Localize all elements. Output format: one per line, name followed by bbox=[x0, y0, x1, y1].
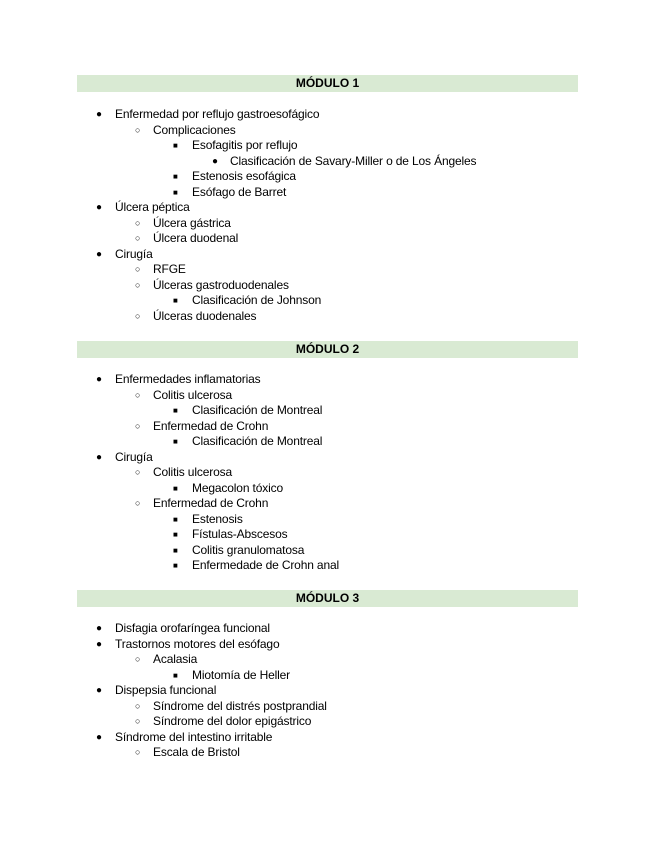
bullet-icon: ■ bbox=[173, 545, 178, 555]
list-item bbox=[0, 154, 655, 170]
bullet-icon: ○ bbox=[135, 264, 141, 274]
list-item-text: Clasificación de Johnson bbox=[192, 293, 322, 307]
list-item-text: Úlceras gastroduodenales bbox=[153, 277, 289, 292]
list-item bbox=[0, 231, 655, 247]
list-item-text: Colitis granulomatosa bbox=[192, 542, 305, 557]
bullet-icon: ○ bbox=[135, 310, 141, 321]
bullet-icon: ○ bbox=[135, 217, 141, 228]
list-item bbox=[0, 637, 655, 653]
bullet-icon: ■ bbox=[173, 561, 178, 570]
bullet-icon: ○ bbox=[135, 389, 141, 400]
list-item-text: Síndrome del distrés postprandial bbox=[153, 698, 327, 713]
list-item-text: Enfermedad de Crohn bbox=[153, 418, 269, 433]
bullet-icon: ■ bbox=[173, 437, 178, 446]
list-item-text: Estenosis esofágica bbox=[192, 169, 296, 183]
list-item bbox=[0, 543, 655, 559]
list-item-text: Dispepsia funcional bbox=[115, 683, 217, 697]
list-item-text: Úlcera duodenal bbox=[153, 231, 239, 245]
bullet-icon: ● bbox=[96, 451, 102, 463]
list-item bbox=[0, 372, 655, 388]
list-item bbox=[0, 185, 655, 201]
list-item-text: RFGE bbox=[153, 262, 186, 276]
bullet-icon: ○ bbox=[135, 716, 141, 726]
bullet-icon: ■ bbox=[173, 141, 178, 150]
module-1-header: MÓDULO 1 bbox=[77, 75, 578, 92]
list-item bbox=[0, 309, 655, 325]
list-item bbox=[0, 293, 655, 309]
list-item-text: Úlcera péptica bbox=[115, 200, 190, 214]
module-3-outline bbox=[0, 621, 655, 761]
list-item-text: Síndrome del intestino irritable bbox=[115, 729, 273, 744]
list-item bbox=[0, 200, 655, 216]
list-item bbox=[0, 714, 655, 730]
list-item-text: Escala de Bristol bbox=[153, 745, 240, 759]
list-item bbox=[0, 278, 655, 294]
list-item bbox=[0, 216, 655, 232]
list-item bbox=[0, 123, 655, 139]
list-item-text: Estenosis bbox=[192, 511, 243, 526]
module-2-outline bbox=[0, 372, 655, 574]
list-item-text: Disfagia orofaríngea funcional bbox=[115, 621, 270, 635]
list-item-text: Enfermedade de Crohn anal bbox=[192, 558, 340, 572]
list-item bbox=[0, 481, 655, 497]
list-item bbox=[0, 247, 655, 263]
list-item-text: Cirugía bbox=[115, 449, 153, 464]
module-1-outline bbox=[0, 107, 655, 324]
list-item bbox=[0, 450, 655, 466]
list-item bbox=[0, 745, 655, 761]
bullet-icon: ■ bbox=[173, 406, 178, 415]
bullet-icon: ● bbox=[212, 155, 218, 167]
list-item bbox=[0, 419, 655, 435]
list-item-text: Colitis ulcerosa bbox=[153, 387, 232, 402]
bullet-icon: ● bbox=[96, 731, 102, 743]
bullet-icon: ● bbox=[96, 685, 102, 696]
list-item bbox=[0, 730, 655, 746]
bullet-icon: ● bbox=[96, 638, 102, 650]
bullet-icon: ■ bbox=[173, 670, 178, 680]
list-item bbox=[0, 388, 655, 404]
list-item bbox=[0, 107, 655, 123]
list-item-text: Síndrome del dolor epigástrico bbox=[153, 714, 312, 728]
bullet-icon: ● bbox=[96, 202, 102, 213]
list-item-text: Fístulas-Abscesos bbox=[192, 527, 288, 541]
bullet-icon: ● bbox=[96, 374, 102, 385]
module-3-header: MÓDULO 3 bbox=[77, 590, 578, 607]
list-item-text: Megacolon tóxico bbox=[192, 480, 283, 495]
bullet-icon: ○ bbox=[135, 233, 141, 243]
list-item-text: Complicaciones bbox=[153, 122, 236, 137]
bullet-icon: ○ bbox=[135, 124, 141, 135]
list-item-text: Colitis ulcerosa bbox=[153, 465, 232, 479]
bullet-icon: ● bbox=[96, 248, 102, 260]
list-item bbox=[0, 496, 655, 512]
module-2-header: MÓDULO 2 bbox=[77, 341, 578, 358]
list-item bbox=[0, 169, 655, 185]
list-item-text: Acalasia bbox=[153, 652, 198, 666]
bullet-icon: ○ bbox=[135, 700, 141, 711]
bullet-icon: ○ bbox=[135, 498, 141, 508]
list-item-text: Clasificación de Montreal bbox=[192, 434, 323, 448]
list-item-text: Trastornos motores del esófago bbox=[115, 636, 280, 651]
bullet-icon: ○ bbox=[135, 654, 141, 664]
bullet-icon: ■ bbox=[173, 172, 178, 181]
list-item-text: Cirugía bbox=[115, 246, 153, 261]
list-item bbox=[0, 403, 655, 419]
list-item bbox=[0, 138, 655, 154]
bullet-icon: ● bbox=[96, 623, 102, 634]
bullet-icon: ■ bbox=[173, 296, 178, 305]
list-item bbox=[0, 621, 655, 637]
list-item-text: Esofagitis por reflujo bbox=[192, 138, 298, 152]
list-item bbox=[0, 652, 655, 668]
bullet-icon: ■ bbox=[173, 483, 178, 493]
list-item-text: Esófago de Barret bbox=[192, 184, 287, 199]
bullet-icon: ○ bbox=[135, 420, 141, 431]
list-item-text: Clasificación de Savary-Miller o de Los Ángeles bbox=[230, 153, 477, 168]
list-item-text: Úlcera gástrica bbox=[153, 215, 231, 230]
bullet-icon: ○ bbox=[135, 747, 141, 757]
list-item-text: Clasificación de Montreal bbox=[192, 403, 323, 417]
list-item bbox=[0, 699, 655, 715]
list-item bbox=[0, 683, 655, 699]
list-item-text: Miotomía de Heller bbox=[192, 667, 291, 682]
list-item-text: Enfermedad por reflujo gastroesofágico bbox=[115, 107, 320, 121]
list-item bbox=[0, 512, 655, 528]
list-item-text: Úlceras duodenales bbox=[153, 308, 257, 323]
bullet-icon: ○ bbox=[135, 467, 141, 477]
bullet-icon: ○ bbox=[135, 279, 141, 290]
list-item-text: Enfermedad de Crohn bbox=[153, 496, 269, 510]
list-item-text: Enfermedades inflamatorias bbox=[115, 372, 261, 386]
bullet-icon: ■ bbox=[173, 530, 178, 539]
list-item bbox=[0, 262, 655, 278]
list-item bbox=[0, 558, 655, 574]
list-item bbox=[0, 465, 655, 481]
bullet-icon: ■ bbox=[173, 187, 178, 197]
bullet-icon: ■ bbox=[173, 514, 178, 524]
list-item bbox=[0, 434, 655, 450]
bullet-icon: ● bbox=[96, 109, 102, 120]
list-item bbox=[0, 668, 655, 684]
list-item bbox=[0, 527, 655, 543]
